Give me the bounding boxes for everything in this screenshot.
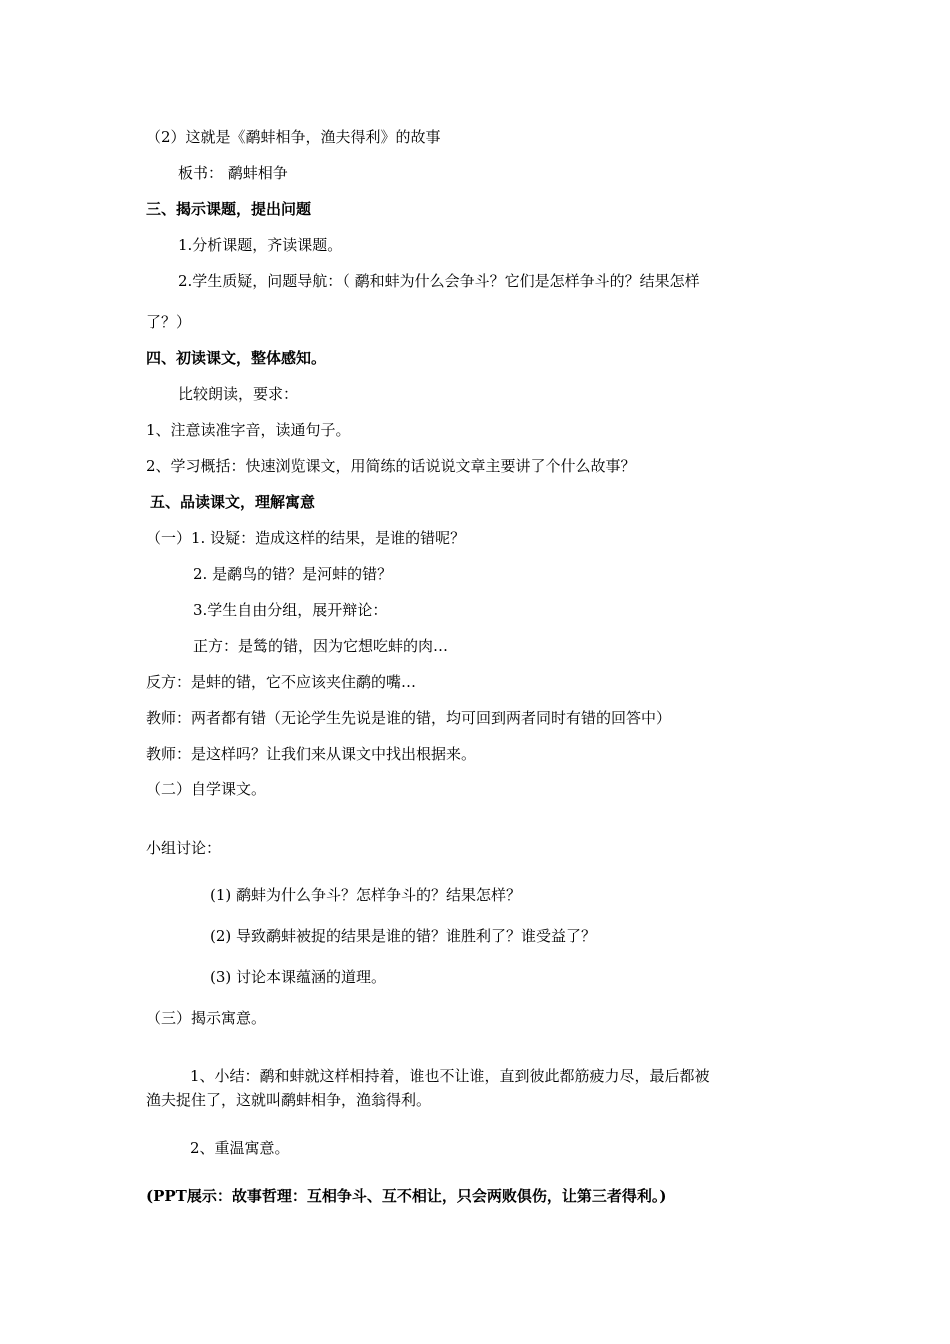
text-line: 了？） xyxy=(146,313,192,331)
text-line: 2、重温寓意。 xyxy=(190,1139,290,1157)
section-heading-4: 四、初读课文，整体感知。 xyxy=(146,349,327,367)
text-line: 2、学习概括：快速浏览课文，用简练的话说说文章主要讲了个什么故事？ xyxy=(146,457,636,475)
section-heading-3: 三、揭示课题，提出问题 xyxy=(146,200,312,218)
text-line: 3.学生自由分组，展开辩论： xyxy=(193,601,388,619)
text-line: 渔夫捉住了，这就叫鹬蚌相争，渔翁得利。 xyxy=(146,1091,432,1109)
text-line: 教师：是这样吗？让我们来从课文中找出根据来。 xyxy=(146,745,477,763)
text-line: 1.分析课题，齐读课题。 xyxy=(178,236,343,254)
section-heading-5: 五、品读课文，理解寓意 xyxy=(150,493,316,511)
text-line: 1、注意读准字音，读通句子。 xyxy=(146,421,351,439)
text-line: （一）1. 设疑：造成这样的结果，是谁的错呢？ xyxy=(146,529,466,547)
text-line: （2）这就是《鹬蚌相争，渔夫得利》的故事 xyxy=(146,128,441,146)
board-writing: 板书： 鹬蚌相争 xyxy=(178,164,288,182)
text-line: 1、小结：鹬和蚌就这样相持着，谁也不让谁，直到彼此都筋疲力尽，最后都被 xyxy=(190,1067,710,1085)
list-item: (1) 鹬蚌为什么争斗？怎样争斗的？结果怎样？ xyxy=(210,886,522,904)
text-line: 反方：是蚌的错，它不应该夹住鹬的嘴… xyxy=(146,673,417,691)
text-line: 2.学生质疑，问题导航：（ 鹬和蚌为什么会争斗？它们是怎样争斗的？结果怎样 xyxy=(178,272,700,290)
list-item: (2) 导致鹬蚌被捉的结果是谁的错？谁胜利了？谁受益了？ xyxy=(210,927,597,945)
text-line: 小组讨论： xyxy=(146,839,222,857)
ppt-summary: (PPT展示：故事哲理：互相争斗、互不相让，只会两败俱伤，让第三者得利。) xyxy=(146,1187,667,1205)
text-line: 教师：两者都有错（无论学生先说是谁的错，均可回到两者同时有错的回答中） xyxy=(146,709,672,727)
text-line: （二）自学课文。 xyxy=(146,780,267,798)
list-item: (3) 讨论本课蕴涵的道理。 xyxy=(210,968,387,986)
text-line: （三）揭示寓意。 xyxy=(146,1009,267,1027)
text-line: 正方：是鸶的错，因为它想吃蚌的肉… xyxy=(193,637,449,655)
text-line: 比较朗读，要求： xyxy=(178,385,299,403)
text-line: 2. 是鹬鸟的错？是河蚌的错？ xyxy=(193,565,393,583)
